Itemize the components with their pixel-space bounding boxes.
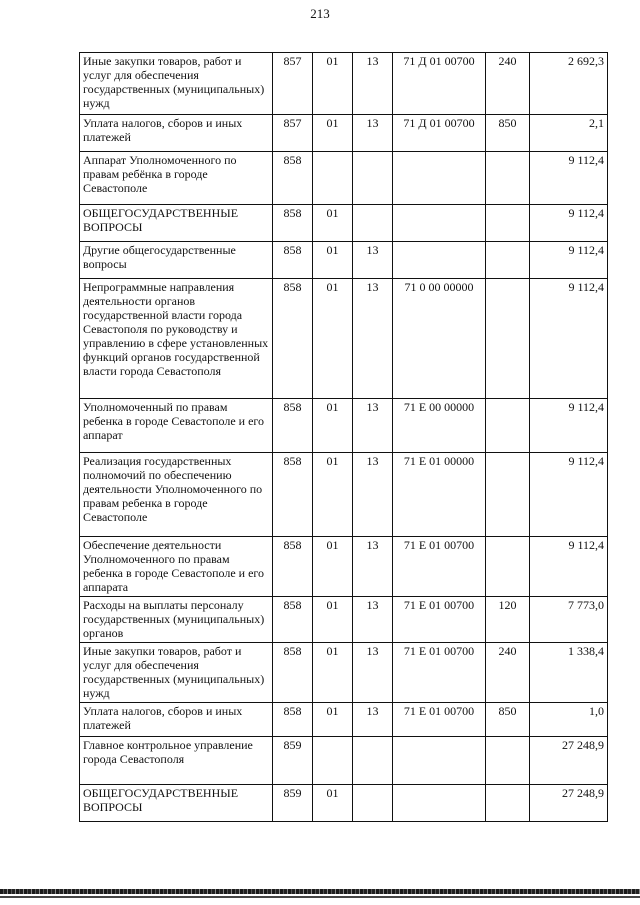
cell-vr	[486, 242, 530, 279]
cell-pr: 13	[353, 597, 393, 643]
table-row	[80, 242, 608, 279]
cell-ved: 858	[273, 399, 313, 453]
cell-vr: 120	[486, 597, 530, 643]
cell-name: Иные закупки товаров, работ и услуг для обеспечения государственных (муниципальных) нужд	[80, 53, 273, 115]
cell-csr: 71 Е 00 00000	[393, 399, 486, 453]
cell-csr: 71 Д 01 00700	[393, 53, 486, 115]
cell-vr	[486, 453, 530, 537]
scan-edge-band	[0, 889, 640, 894]
cell-sum: 9 112,4	[530, 152, 608, 205]
cell-csr	[393, 737, 486, 785]
cell-rz: 01	[313, 703, 353, 737]
cell-ved: 858	[273, 537, 313, 597]
cell-rz: 01	[313, 115, 353, 152]
table-row	[80, 399, 608, 453]
cell-vr: 240	[486, 53, 530, 115]
cell-pr: 13	[353, 453, 393, 537]
cell-csr: 71 Д 01 00700	[393, 115, 486, 152]
cell-pr	[353, 205, 393, 242]
cell-pr: 13	[353, 279, 393, 399]
cell-rz: 01	[313, 597, 353, 643]
cell-name: Уплата налогов, сборов и иных платежей	[80, 703, 273, 737]
cell-ved: 858	[273, 703, 313, 737]
cell-csr: 71 Е 01 00000	[393, 453, 486, 537]
cell-rz: 01	[313, 537, 353, 597]
cell-csr	[393, 785, 486, 822]
cell-ved: 858	[273, 242, 313, 279]
cell-vr: 240	[486, 643, 530, 703]
table-row	[80, 53, 608, 115]
cell-ved: 859	[273, 737, 313, 785]
cell-ved: 857	[273, 53, 313, 115]
budget-table	[79, 52, 608, 822]
cell-ved: 858	[273, 152, 313, 205]
scan-edge-strip	[0, 884, 640, 905]
cell-pr: 13	[353, 703, 393, 737]
cell-rz: 01	[313, 53, 353, 115]
cell-rz: 01	[313, 242, 353, 279]
table-row	[80, 453, 608, 537]
cell-csr: 71 Е 01 00700	[393, 643, 486, 703]
cell-pr: 13	[353, 399, 393, 453]
cell-pr: 13	[353, 242, 393, 279]
cell-name: Иные закупки товаров, работ и услуг для обеспечения государственных (муниципальных) нужд	[80, 643, 273, 703]
cell-vr	[486, 279, 530, 399]
cell-ved: 858	[273, 643, 313, 703]
cell-pr	[353, 737, 393, 785]
cell-sum: 7 773,0	[530, 597, 608, 643]
cell-pr	[353, 152, 393, 205]
cell-vr: 850	[486, 115, 530, 152]
cell-vr	[486, 399, 530, 453]
table-row	[80, 152, 608, 205]
table-row	[80, 537, 608, 597]
cell-name: Непрограммные направления деятельности органов государственной власти города Севастополя по руководству и управлению в сфере установленных функций органов государственной власти города Севастополя	[80, 279, 273, 399]
cell-csr: 71 0 00 00000	[393, 279, 486, 399]
cell-pr: 13	[353, 115, 393, 152]
cell-rz: 01	[313, 785, 353, 822]
cell-vr	[486, 785, 530, 822]
table-row	[80, 785, 608, 822]
cell-name: Другие общегосударственные вопросы	[80, 242, 273, 279]
cell-name: Главное контрольное управление города Севастополя	[80, 737, 273, 785]
cell-rz: 01	[313, 643, 353, 703]
cell-name: Уполномоченный по правам ребенка в городе Севастополе и его аппарат	[80, 399, 273, 453]
cell-rz	[313, 152, 353, 205]
cell-sum: 9 112,4	[530, 205, 608, 242]
cell-sum: 27 248,9	[530, 785, 608, 822]
table-row	[80, 115, 608, 152]
cell-name: Расходы на выплаты персоналу государственных (муниципальных) органов	[80, 597, 273, 643]
cell-name: ОБЩЕГОСУДАРСТВЕННЫЕ ВОПРОСЫ	[80, 785, 273, 822]
cell-vr	[486, 205, 530, 242]
cell-csr: 71 Е 01 00700	[393, 597, 486, 643]
table-row	[80, 279, 608, 399]
cell-sum: 2 692,3	[530, 53, 608, 115]
cell-ved: 858	[273, 453, 313, 537]
cell-ved: 859	[273, 785, 313, 822]
cell-name: Реализация государственных полномочий по обеспечению деятельности Уполномоченного по правам ребенка в городе Севастополе	[80, 453, 273, 537]
cell-name: Уплата налогов, сборов и иных платежей	[80, 115, 273, 152]
cell-ved: 858	[273, 597, 313, 643]
cell-sum: 9 112,4	[530, 242, 608, 279]
cell-sum: 9 112,4	[530, 399, 608, 453]
cell-rz	[313, 737, 353, 785]
cell-pr	[353, 785, 393, 822]
cell-sum: 27 248,9	[530, 737, 608, 785]
table-row	[80, 643, 608, 703]
cell-rz: 01	[313, 399, 353, 453]
budget-table-body	[80, 53, 608, 822]
cell-pr: 13	[353, 53, 393, 115]
cell-pr: 13	[353, 537, 393, 597]
cell-ved: 858	[273, 279, 313, 399]
cell-csr: 71 Е 01 00700	[393, 703, 486, 737]
cell-sum: 9 112,4	[530, 537, 608, 597]
table-row	[80, 597, 608, 643]
cell-rz: 01	[313, 279, 353, 399]
cell-csr	[393, 205, 486, 242]
cell-csr	[393, 152, 486, 205]
cell-ved: 857	[273, 115, 313, 152]
cell-pr: 13	[353, 643, 393, 703]
cell-sum: 2,1	[530, 115, 608, 152]
table-row	[80, 205, 608, 242]
cell-vr	[486, 152, 530, 205]
cell-sum: 9 112,4	[530, 279, 608, 399]
page-number: 213	[310, 6, 330, 21]
cell-csr: 71 Е 01 00700	[393, 537, 486, 597]
cell-rz: 01	[313, 453, 353, 537]
cell-name: Аппарат Уполномоченного по правам ребёнка в городе Севастополе	[80, 152, 273, 205]
scan-edge-line	[0, 896, 640, 898]
cell-sum: 1,0	[530, 703, 608, 737]
table-row	[80, 737, 608, 785]
cell-name: Обеспечение деятельности Уполномоченного по правам ребенка в городе Севастополе и его аппарата	[80, 537, 273, 597]
table-row	[80, 703, 608, 737]
cell-csr	[393, 242, 486, 279]
cell-name: ОБЩЕГОСУДАРСТВЕННЫЕ ВОПРОСЫ	[80, 205, 273, 242]
cell-vr	[486, 537, 530, 597]
cell-rz: 01	[313, 205, 353, 242]
cell-sum: 1 338,4	[530, 643, 608, 703]
cell-ved: 858	[273, 205, 313, 242]
cell-sum: 9 112,4	[530, 453, 608, 537]
cell-vr: 850	[486, 703, 530, 737]
cell-vr	[486, 737, 530, 785]
